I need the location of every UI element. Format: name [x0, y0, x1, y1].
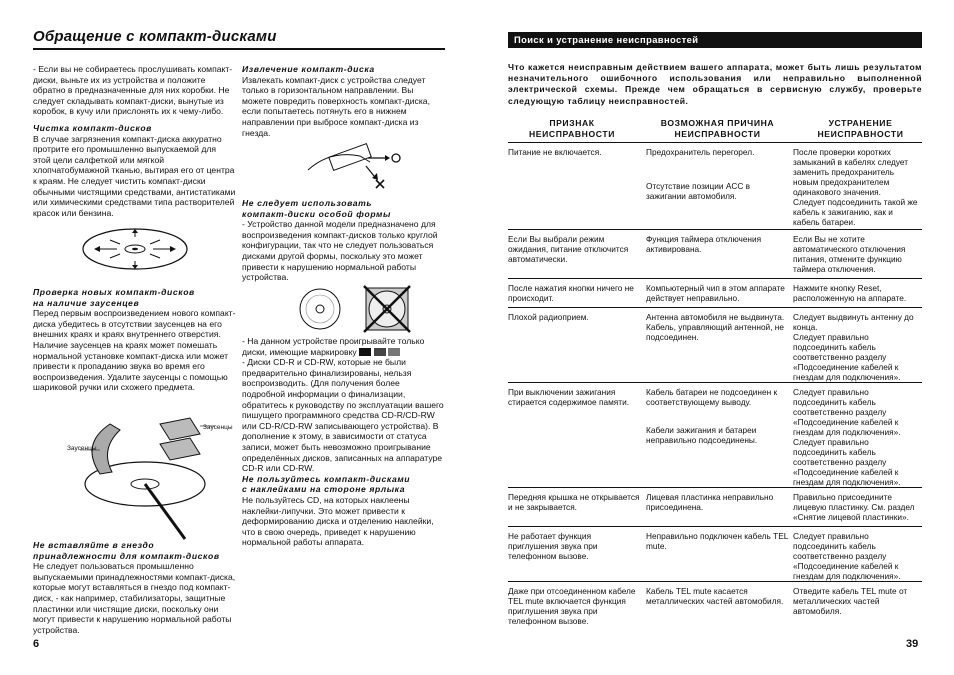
left-column-1c	[33, 540, 236, 635]
cause-cell	[644, 143, 791, 230]
remedy-cell: Отведите кабель TEL mute от металлических частей автомобиля.	[793, 586, 908, 617]
troubleshoot-intro: Что кажется неисправным действием вашего аппарата, может быть лишь результатом незначительного ошибочного использования или неправильно выполненной электрической схемы. Прежде чем обращаться в сервисную службу, проверьте следующую таблицу неисправностей.	[508, 62, 922, 106]
burrs-text: Перед первым воспроизведением нового компакт-диска убедитесь в отсутствии заусенцев на его внешних краях и краях внутреннего отверстия. Наличие заусенцев на краях может помешать нормальной установке компакт-диска или может привести к пропаданию звука во время его воспроизведения. Удалите заусенцы с помощью шариковой ручки или схожего предмета.	[33, 308, 236, 393]
header-symptom: ПРИЗНАК НЕИСПРАВНОСТИ	[508, 116, 644, 143]
left-page-title: Обращение с компакт-дисками	[33, 28, 277, 45]
cause-text: Кабели зажигания и батареи неправильно подсоединены.	[646, 425, 758, 446]
cause-text: Отсутствие позиции ACC в зажигании автомобиля.	[646, 181, 751, 202]
table-row	[508, 582, 922, 635]
left-column-2	[242, 64, 445, 138]
table-row	[508, 279, 922, 308]
symptom-cell: Если Вы выбрали режим ожидания, питание отключится автоматически.	[508, 230, 644, 279]
cleaning-text: В случае загрязнения компакт-диска аккуратно протрите его промышленно выпускаемой для этой цели салфеткой или мягкой хлопчатобумажной тканью, вытирая его от центра к краям. Не следует чистить компакт-диски обычными чистящими средствами, антистатиками или химическими средствами типа растворителей красок или бензина.	[33, 133, 236, 218]
remedy-cell: Правильно присоедините лицевую пластинку. См. раздел «Снятие лицевой пластинки».	[791, 488, 922, 527]
cause-text: Кабель, управляющий антенной, не подсоединен.	[646, 322, 785, 343]
symptom-cell: При выключении зажигания стирается содержимое памяти.	[508, 383, 644, 488]
mark-text-label: - На данном устройстве проигрывайте только диски, имеющие маркировку	[242, 336, 425, 357]
disc-shape-compare-icon	[296, 285, 426, 333]
symptom-cell: Передняя крышка не открывается и не закрывается.	[508, 488, 644, 527]
cause-cell: Функция таймера отключения активирована.	[644, 230, 791, 279]
remedy-cell	[791, 143, 922, 230]
left-column-2b	[242, 198, 445, 283]
disc-cleaning-icon	[80, 224, 190, 276]
accessory-heading-2: принадлежности для компакт-дисков	[33, 550, 220, 561]
eject-heading: Извлечение компакт-диска	[242, 64, 375, 74]
remedy-cell: Нажмите кнопку Reset, расположенную на аппарате.	[791, 279, 922, 308]
burr-label-b: Заусенцы	[67, 445, 97, 452]
remedy-text: Следует правильно подсоединить кабель соответственно разделу «Подсоединение кабелей к гнездам для подключения».	[793, 332, 901, 383]
cdr-text: - Диски CD-R и CD-RW, которые не были предварительно финализированы, нельзя воспроизводить. (Для получения более подробной информации о финализации, обратитесь к руководству по эксплуатации вашего пишущего программного средства CD-R/CD-RW или CD-R/CD-RW записывающего устройства). В дополнение к этому, в зависимости от статуса записи, может быть невозможно проигрывание определённых дисков, записанных на аппаратуре CD-R или CD-RW.	[242, 357, 444, 474]
burrs-heading-1: Проверка новых компакт-дисков	[33, 287, 195, 297]
shape-text: - Устройство данной модели предназначено для воспроизведения компакт-дисков только круглой конфигурации, так что не следует пользоваться дисками другой формы, поскольку это может привести к нарушению нормальной работы устройства.	[242, 219, 438, 283]
shape-heading-1: Не следует использовать	[242, 198, 373, 208]
remedy-cell	[791, 383, 922, 488]
disc-eject-icon	[300, 140, 410, 192]
table-header-row	[508, 116, 922, 143]
label-heading-2: с наклейками на стороне ярлыка	[242, 484, 406, 495]
title-rule	[33, 48, 445, 50]
left-column-1	[33, 64, 236, 218]
cd-r-logo-icon	[374, 348, 386, 356]
remedy-cell: Если Вы не хотите автоматического отключения питания, отмените функцию таймера отключения.	[791, 230, 922, 279]
cleaning-heading: Чистка компакт-дисков	[33, 122, 152, 133]
cause-text: Кабель батареи не подсоединен к соответствующему выводу.	[646, 387, 778, 408]
table-row	[508, 308, 922, 383]
cause-cell: Кабель TEL mute касается металлических частей автомобиля.	[646, 586, 784, 607]
cause-cell: Лицевая пластинка неправильно присоединена.	[644, 488, 791, 527]
right-page-number: 39	[906, 638, 919, 650]
label-text: Не пользуйтесь CD, на которых наклеены наклейки-липучки. Это может привести к деформированию диска и отделению наклейки, что в свою очередь, приведет к нарушению нормальной работы аппарата.	[242, 494, 434, 548]
shape-heading-2: компакт-диски особой формы	[242, 208, 391, 219]
remedy-text: Следует подсоединить такой же кабель к зажиганию, как и кабель батареи.	[793, 197, 918, 228]
table-row	[508, 488, 922, 527]
burrs-heading-2: на наличие заусенцев	[33, 297, 140, 308]
symptom-cell: Не работает функция приглушения звука при телефонном вызове.	[508, 527, 644, 582]
cause-text: Предохранитель перегорел.	[646, 147, 755, 158]
troubleshooting-table	[508, 116, 922, 634]
remedy-text: После проверки коротких замыканий в кабелях следует заменить предохранитель новым предохранителем одинакового значения.	[793, 147, 909, 198]
burr-label-a: Заусенцы	[203, 424, 233, 431]
remedy-cell: Следует правильно подсоединить кабель соответственно разделу «Подсоединение кабелей к гнездам для подключения».	[791, 527, 922, 582]
table-row	[508, 527, 922, 582]
accessory-text: Не следует пользоваться промышленно выпускаемыми принадлежностями компакт-диска, которые могут вставляться в гнездо под компакт-диск, - как например, стабилизаторы, защитные пластинки или чистящие диски, поскольку они могут привести к нарушению нормальной работы устройства.	[33, 561, 236, 635]
symptom-cell: Плохой радиоприем.	[508, 308, 644, 383]
storage-text: - Если вы не собираетесь прослушивать компакт-диски, выньте их из устройства и положите обратно в предназначенные для них коробки. Не следует складывать компакт-диски, вынутые из коробок, в кучу или прислонять их к чему-либо.	[33, 64, 233, 117]
remedy-text: Следует выдвинуть антенну до конца.	[793, 312, 914, 333]
eject-text: Извлекать компакт-диск с устройства следует только в горизонтальном направлении. Вы можете повредить поверхность компакт-диска, если попытаетесь потянуть его в нижнем направлении при выбросе компакт-диска из гнезда.	[242, 74, 430, 138]
cd-logo-icon	[359, 348, 371, 356]
table-row	[508, 230, 922, 279]
mark-text	[242, 336, 445, 357]
table-row	[508, 143, 922, 230]
table-row	[508, 383, 922, 488]
cd-rw-logo-icon	[388, 348, 400, 356]
remedy-cell	[791, 308, 922, 383]
cause-cell: Компьютерный чип в этом аппарате действует неправильно.	[644, 279, 791, 308]
remedy-text: Следует правильно подсоединить кабель соответственно разделу «Подсоединение кабелей к гнездам для подключения».	[793, 437, 901, 488]
left-page-number: 6	[33, 638, 40, 650]
cause-text: Антенна автомобиля не выдвинута.	[646, 312, 785, 323]
remedy-text: Следует правильно подсоединить кабель соответственно разделу «Подсоединение кабелей к гнездам для подключения».	[793, 387, 901, 438]
header-cause: ВОЗМОЖНАЯ ПРИЧИНА НЕИСПРАВНОСТИ	[644, 116, 791, 143]
label-heading-1: Не пользуйтесь компакт-дисками	[242, 473, 411, 484]
cause-cell	[644, 308, 791, 383]
left-column-2c	[242, 336, 445, 548]
symptom-cell: Питание не включается.	[508, 143, 644, 230]
cause-cell	[644, 383, 791, 488]
right-page-title: Поиск и устранение неисправностей	[508, 32, 922, 48]
cause-cell: Неправильно подключен кабель TEL mute.	[644, 527, 791, 582]
header-remedy: УСТРАНЕНИЕ НЕИСПРАВНОСТИ	[791, 116, 922, 143]
symptom-cell: После нажатия кнопки ничего не происходит.	[508, 279, 644, 308]
symptom-cell: Даже при отсоединенном кабеле TEL mute включается функция приглушения звука при телефонном вызове.	[508, 586, 636, 627]
left-column-1b	[33, 287, 236, 393]
accessory-heading-1: Не вставляйте в гнездо	[33, 540, 155, 550]
